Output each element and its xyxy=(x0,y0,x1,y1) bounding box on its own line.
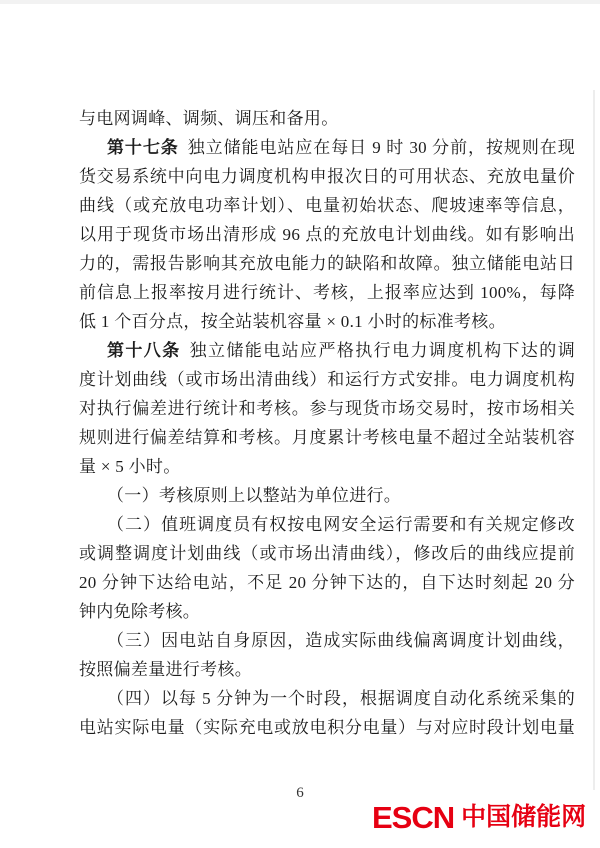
scan-edge-right xyxy=(593,90,595,790)
article-number: 第十七条 xyxy=(107,138,179,157)
logo-latin-text: ESCN xyxy=(372,799,455,835)
text-line: 对执行偏差进行统计和考核。参与现货市场交易时，按市场相关 xyxy=(79,399,575,418)
text-line: 电站实际电量（实际充电或放电积分电量）与对应时段计划电量 xyxy=(79,718,575,737)
text-line: （一）考核原则上以整站为单位进行。 xyxy=(107,486,402,505)
text-line: 钟内免除考核。 xyxy=(79,602,201,621)
text-line: 曲线（或充放电功率计划）、电量初始状态、爬坡速率等信息， xyxy=(79,196,575,215)
document-body xyxy=(79,104,575,742)
escn-logo xyxy=(372,800,586,834)
text-line: 力的，需报告影响其充放电能力的缺陷和故障。独立储能电站日 xyxy=(79,254,575,273)
text-line: 货交易系统中向电力调度机构申报次日的可用状态、充放电量价 xyxy=(79,167,575,186)
article-number: 第十八条 xyxy=(107,341,181,360)
text-line: 以用于现货市场出清形成 96 点的充放电计划曲线。如有影响出 xyxy=(79,225,575,244)
text-line: （二）值班调度员有权按电网安全运行需要和有关规定修改 xyxy=(107,515,575,534)
page-number: 6 xyxy=(296,785,304,801)
text-line: 20 分钟下达给电站，不足 20 分钟下达的，自下达时刻起 20 分 xyxy=(79,573,575,592)
text-line: （三）因电站自身原因，造成实际曲线偏离调度计划曲线， xyxy=(107,631,575,650)
logo-cjk-text: 中国储能网 xyxy=(461,802,587,831)
text-line: 第十七条 独立储能电站应在每日 9 时 30 分前，按规则在现 xyxy=(107,138,575,157)
text-line: 低 1 个百分点，按全站装机容量 × 0.1 小时的标准考核。 xyxy=(79,312,506,331)
text-line: 前信息上报率按月进行统计、考核，上报率应达到 100%，每降 xyxy=(79,283,575,302)
text-line: 按照偏差量进行考核。 xyxy=(79,660,252,679)
scan-edge-top xyxy=(0,0,600,4)
text-line: 或调整调度计划曲线（或市场出清曲线），修改后的曲线应提前 xyxy=(79,544,575,563)
text-line: （四）以每 5 分钟为一个时段，根据调度自动化系统采集的 xyxy=(107,689,575,708)
text-line: 第十八条 独立储能电站应严格执行电力调度机构下达的调 xyxy=(107,341,575,360)
text-line: 度计划曲线（或市场出清曲线）和运行方式安排。电力调度机构 xyxy=(79,370,575,389)
text-line: 与电网调峰、调频、调压和备用。 xyxy=(79,109,339,128)
text-line: 量 × 5 小时。 xyxy=(79,457,181,476)
text-line: 规则进行偏差结算和考核。月度累计考核电量不超过全站装机容 xyxy=(79,428,575,447)
